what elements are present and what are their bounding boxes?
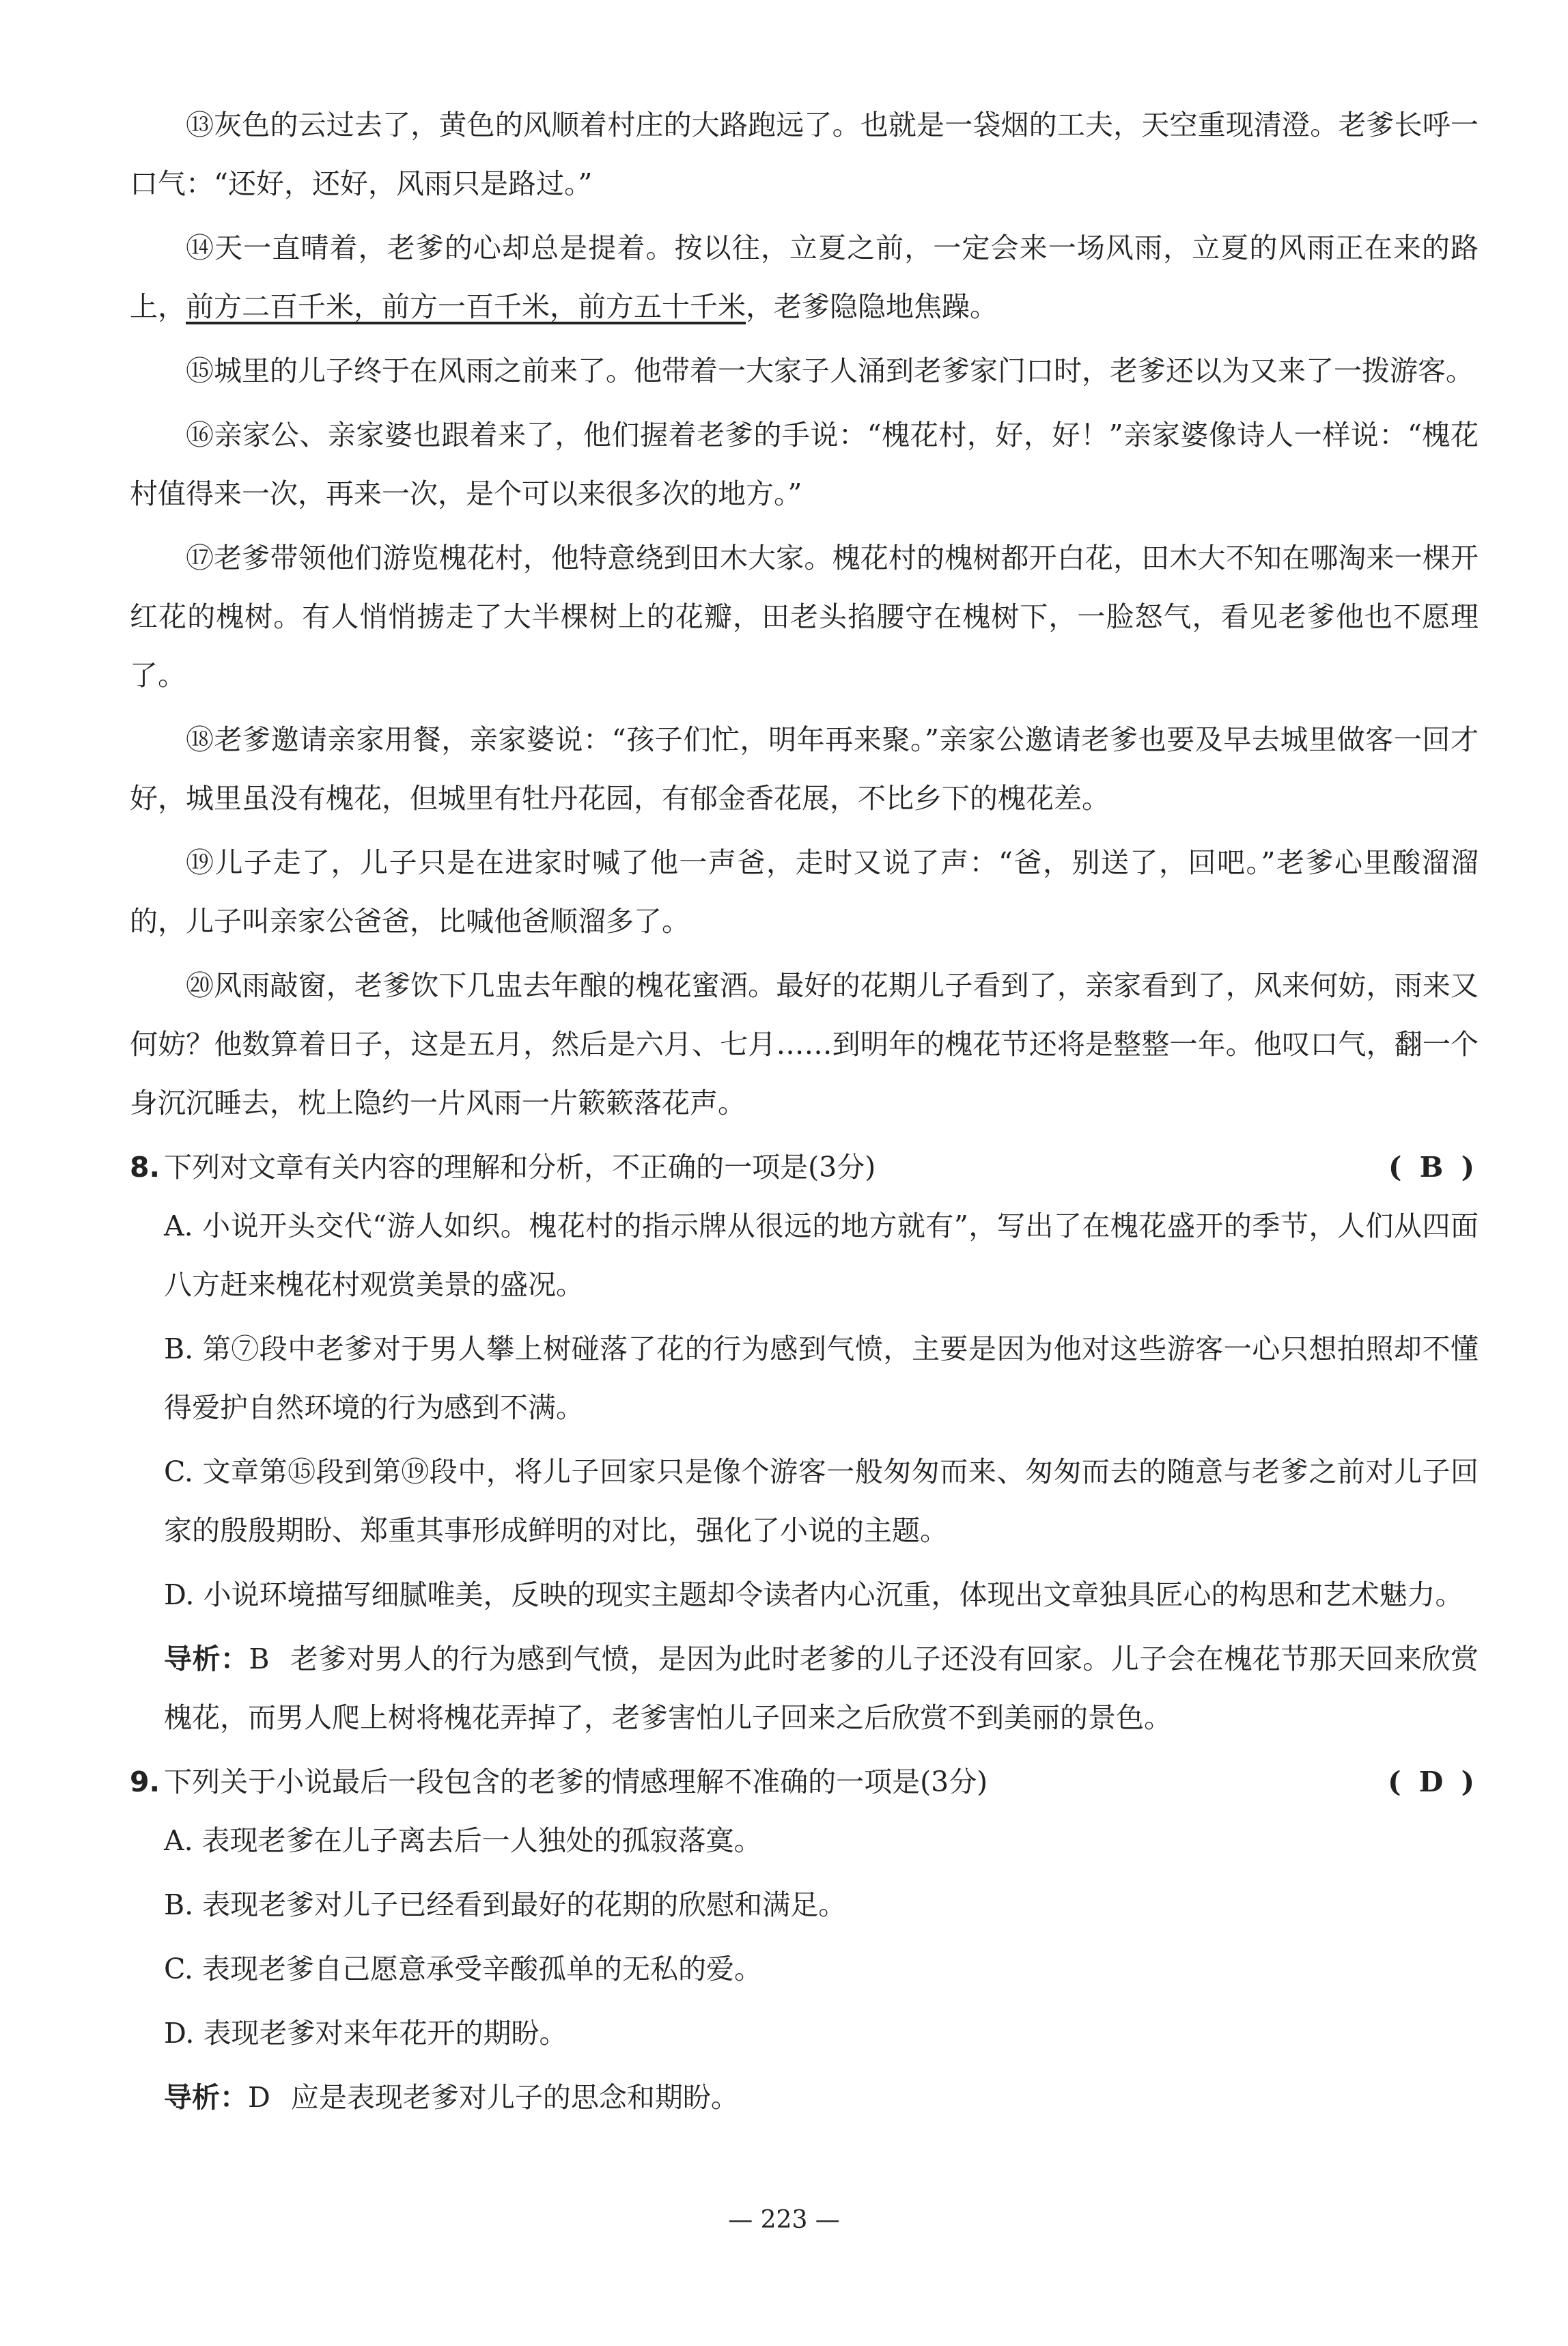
question-8-number: 8.	[130, 1151, 160, 1184]
question-9-stem: 下列关于小说最后一段包含的老爹的情感理解不准确的一项是(3分)	[164, 1765, 988, 1798]
question-9	[130, 1752, 1479, 1811]
question-8-analysis	[164, 1630, 1479, 1747]
question-9-analysis	[164, 2068, 1479, 2127]
question-8-option-c: C. 文章第⑮段到第⑲段中，将儿子回家只是像个游客一般匆匆而来、匆匆而去的随意与老爹之前对儿子回家的殷殷期盼、郑重其事形成鲜明的对比，强化了小说的主题。	[164, 1455, 1479, 1547]
analysis-text: 老爹对男人的行为感到气愤，是因为此时老爹的儿子还没有回家。儿子会在槐花节那天回来欣赏槐花，而男人爬上树将槐花弄掉了，老爹害怕儿子回来之后欣赏不到美丽的景色。	[164, 1643, 1479, 1734]
question-8-option-b: B. 第⑦段中老爹对于男人攀上树碰落了花的行为感到气愤，主要是因为他对这些游客一心只想拍照却不懂得爱护自然环境的行为感到不满。	[164, 1332, 1479, 1424]
analysis-label: 导析：	[164, 2081, 248, 2114]
paragraph-14-end: ，老爹隐隐地焦躁。	[746, 290, 998, 323]
question-9-option-b: B. 表现老爹对儿子已经看到最好的花期的欣慰和满足。	[164, 1888, 847, 1921]
paragraph-18: ⑱老爹邀请亲家用餐，亲家婆说：“孩子们忙，明年再来聚。”亲家公邀请老爹也要及早去城里做客一回才好，城里虽没有槐花，但城里有牡丹花园，有郁金香花展，不比乡下的槐花差。	[130, 723, 1479, 815]
question-8-option-a: A. 小说开头交代“游人如织。槐花村的指示牌从很远的地方就有”，写出了在槐花盛开的季节，人们从四面八方赶来槐花村观赏美景的盛况。	[164, 1210, 1479, 1301]
paragraph-15: ⑮城里的儿子终于在风雨之前来了。他带着一大家子人涌到老爹家门口时，老爹还以为又来了一拨游客。	[186, 354, 1474, 387]
question-8-option-d: D. 小说环境描写细腻唯美，反映的现实主题却令读者内心沉重，体现出文章独具匠心的构思和艺术魅力。	[164, 1578, 1464, 1611]
analysis-key: D	[248, 2081, 270, 2114]
underlined-phrase: 前方二百千米，前方一百千米，前方五十千米	[186, 290, 746, 323]
question-8	[130, 1138, 1479, 1197]
analysis-text: 应是表现老爹对儿子的思念和期盼。	[290, 2081, 739, 2114]
paragraph-14	[130, 219, 1479, 336]
paragraph-13: ⑬灰色的云过去了，黄色的风顺着村庄的大路跑远了。也就是一袋烟的工夫，天空重现清澄。老爹长呼一口气：“还好，还好，风雨只是路过。”	[130, 109, 1479, 200]
paragraph-14-start: ⑭天一直晴着，老爹的心却总是提着。按以往，立夏之前，一定会来一场风雨，立夏的风雨正在来的路上，	[130, 232, 1479, 323]
question-8-stem: 下列对文章有关内容的理解和分析，不正确的一项是(3分)	[164, 1151, 876, 1184]
paragraph-17: ⑰老爹带领他们游览槐花村，他特意绕到田木大家。槐花村的槐树都开白花，田木大不知在哪淘来一棵开红花的槐树。有人悄悄掳走了大半棵树上的花瓣，田老头掐腰守在槐树下，一脸怒气，看见老爹他也不愿理了。	[130, 542, 1479, 692]
question-9-option-d: D. 表现老爹对来年花开的期盼。	[164, 2017, 568, 2050]
paragraph-16: ⑯亲家公、亲家婆也跟着来了，他们握着老爹的手说：“槐花村，好，好！”亲家婆像诗人一样说：“槐花村值得来一次，再来一次，是个可以来很多次的地方。”	[130, 419, 1479, 510]
document-body	[130, 96, 1479, 2132]
page-number: — 223 —	[728, 2206, 840, 2234]
question-9-answer: ( D )	[1388, 1765, 1479, 1798]
question-9-option-c: C. 表现老爹自己愿意承受辛酸孤单的无私的爱。	[164, 1953, 762, 1985]
paragraph-19: ⑲儿子走了，儿子只是在进家时喊了他一声爸，走时又说了声：“爸，别送了，回吧。”老爹心里酸溜溜的，儿子叫亲家公爸爸，比喊他爸顺溜多了。	[130, 846, 1479, 938]
question-9-number: 9.	[130, 1765, 160, 1798]
paragraph-20: ⑳风雨敲窗，老爹饮下几盅去年酿的槐花蜜酒。最好的花期儿子看到了，亲家看到了，风来何妨，雨来又何妨？他数算着日子，这是五月，然后是六月、七月……到明年的槐花节还将是整整一年。他叹口气，翻一个身沉沉睡去，枕上隐约一片风雨一片簌簌落花声。	[130, 969, 1479, 1119]
analysis-label: 导析：	[164, 1643, 249, 1675]
question-9-option-a: A. 表现老爹在儿子离去后一人独处的孤寂落寞。	[164, 1824, 762, 1857]
question-8-answer: ( B )	[1388, 1151, 1479, 1184]
analysis-key: B	[249, 1643, 270, 1675]
